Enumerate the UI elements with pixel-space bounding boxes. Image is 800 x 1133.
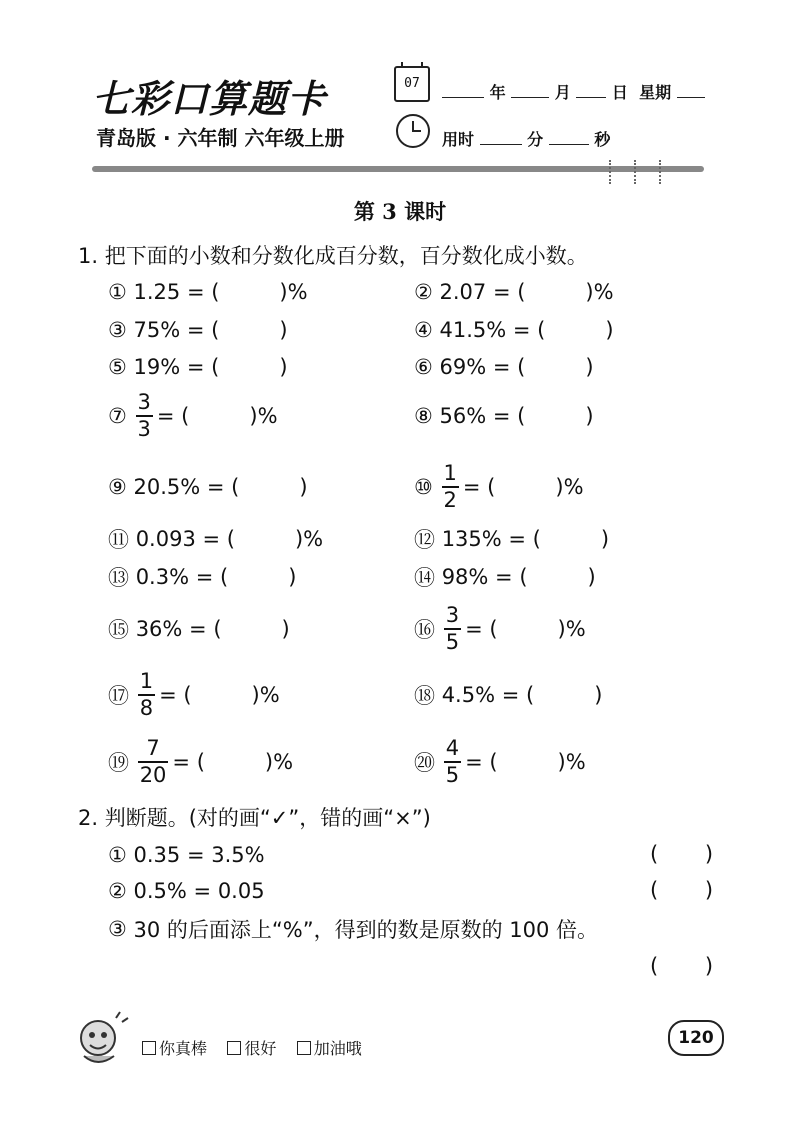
item-mark: ⑪ bbox=[108, 528, 129, 552]
item-suffix: % bbox=[593, 280, 614, 304]
item-mark: ⑨ bbox=[108, 475, 127, 499]
item-expression: 135% = bbox=[441, 527, 526, 551]
conversion-item bbox=[414, 603, 586, 654]
time-label: 用时 bbox=[442, 130, 475, 149]
conversion-item bbox=[414, 352, 594, 382]
item-mark: ④ bbox=[414, 318, 433, 342]
item-mark: ⑰ bbox=[108, 684, 129, 708]
second-label: 秒 bbox=[594, 130, 611, 149]
judge-item bbox=[108, 876, 265, 906]
conversion-item bbox=[108, 472, 308, 502]
numerator: 1 bbox=[443, 461, 457, 485]
conversion-item bbox=[414, 277, 614, 307]
time-line bbox=[442, 127, 610, 150]
item-expression: 20.5% = bbox=[133, 475, 225, 499]
item-suffix: % bbox=[273, 750, 294, 774]
minute-label: 分 bbox=[527, 130, 544, 149]
numerator: 4 bbox=[445, 736, 460, 760]
item-mark: ③ bbox=[108, 917, 127, 941]
item-expression: = bbox=[465, 617, 483, 641]
mascot-icon bbox=[70, 1010, 132, 1072]
answer-blank[interactable]: ( ) bbox=[204, 355, 288, 379]
item-expression: 75% = bbox=[133, 318, 205, 342]
calendar-icon bbox=[394, 66, 430, 102]
item-mark: ⑩ bbox=[414, 475, 433, 499]
conversion-item bbox=[108, 524, 323, 554]
item-mark: ⑥ bbox=[414, 355, 433, 379]
answer-blank[interactable]: ( ) bbox=[519, 683, 603, 707]
fraction bbox=[442, 463, 459, 511]
calendar-number: 07 bbox=[404, 76, 420, 91]
judge-item bbox=[108, 840, 265, 870]
conversion-item bbox=[414, 461, 584, 512]
item-mark: ⑧ bbox=[414, 404, 433, 428]
rating-label: 加油哦 bbox=[313, 1039, 362, 1058]
divider-dots bbox=[659, 160, 665, 184]
brand-title: 七彩口算题卡 bbox=[92, 76, 327, 121]
item-suffix: % bbox=[257, 404, 278, 428]
date-line bbox=[442, 80, 705, 103]
conversion-item bbox=[414, 401, 594, 431]
item-mark: ⑦ bbox=[108, 404, 127, 428]
answer-blank[interactable]: ( ) bbox=[220, 527, 304, 551]
denominator: 3 bbox=[137, 417, 151, 441]
item-mark: ⑭ bbox=[414, 566, 435, 590]
item-mark: ⑲ bbox=[108, 751, 129, 775]
year-label: 年 bbox=[489, 83, 506, 102]
item-expression: 1.25 = bbox=[133, 280, 205, 304]
answer-blank[interactable]: ( ) bbox=[204, 280, 288, 304]
item-suffix: % bbox=[563, 475, 584, 499]
weekday-label: 星期 bbox=[639, 83, 672, 102]
rating-checkbox[interactable] bbox=[142, 1041, 156, 1055]
rating-label: 很好 bbox=[244, 1039, 277, 1058]
item-expression: 19% = bbox=[133, 355, 205, 379]
fraction bbox=[136, 392, 153, 440]
conversion-item bbox=[108, 352, 288, 382]
answer-blank[interactable]: ( ) bbox=[530, 318, 614, 342]
conversion-item bbox=[414, 736, 586, 787]
item-mark: ⑫ bbox=[414, 528, 435, 552]
item-suffix: % bbox=[259, 683, 280, 707]
judge-item bbox=[108, 914, 598, 944]
item-suffix: % bbox=[565, 617, 586, 641]
item-expression: 4.5% = bbox=[441, 683, 520, 707]
item-mark: ⑮ bbox=[108, 618, 129, 642]
self-rating bbox=[142, 1036, 362, 1059]
conversion-item bbox=[108, 669, 280, 720]
numerator: 3 bbox=[445, 603, 460, 627]
answer-blank[interactable]: ( ) bbox=[174, 404, 258, 428]
answer-paren[interactable]: ( ) bbox=[650, 842, 714, 866]
conversion-item bbox=[414, 315, 614, 345]
denominator: 5 bbox=[445, 630, 460, 654]
conversion-item bbox=[108, 562, 296, 592]
item-expression: 36% = bbox=[135, 617, 207, 641]
fraction bbox=[444, 738, 461, 786]
item-expression: 0.093 = bbox=[135, 527, 221, 551]
item-mark: ③ bbox=[108, 318, 127, 342]
answer-blank[interactable]: ( ) bbox=[510, 355, 594, 379]
rating-checkbox[interactable] bbox=[227, 1041, 241, 1055]
item-expression: 0.3% = bbox=[135, 565, 214, 589]
q1-prompt: 1. 把下面的小数和分数化成百分数，百分数化成小数。 bbox=[78, 244, 588, 268]
answer-blank[interactable]: ( ) bbox=[190, 750, 274, 774]
item-mark: ① bbox=[108, 280, 127, 304]
item-mark: ① bbox=[108, 843, 127, 867]
answer-blank[interactable]: ( ) bbox=[510, 404, 594, 428]
item-suffix: % bbox=[565, 750, 586, 774]
item-mark: ② bbox=[414, 280, 433, 304]
fraction bbox=[138, 671, 155, 719]
item-text: 0.5% = 0.05 bbox=[133, 879, 265, 903]
item-text: 0.35 = 3.5% bbox=[133, 843, 265, 867]
answer-blank[interactable]: ( ) bbox=[204, 318, 288, 342]
answer-blank[interactable]: ( ) bbox=[482, 617, 566, 641]
item-expression: = bbox=[156, 404, 175, 428]
answer-blank[interactable]: ( ) bbox=[512, 565, 596, 589]
item-mark: ⑤ bbox=[108, 355, 127, 379]
month-label: 月 bbox=[554, 83, 571, 102]
rating-checkbox[interactable] bbox=[297, 1041, 311, 1055]
answer-paren[interactable]: ( ) bbox=[650, 878, 714, 902]
q2-prompt: 2. 判断题。(对的画“✓”，错的画“×”) bbox=[78, 806, 431, 830]
item-expression: = bbox=[159, 683, 177, 707]
item-expression: 2.07 = bbox=[439, 280, 511, 304]
rating-label: 你真棒 bbox=[159, 1039, 208, 1058]
item-mark: ② bbox=[108, 879, 127, 903]
fraction bbox=[444, 605, 461, 653]
item-mark: ⑳ bbox=[414, 751, 435, 775]
item-expression: = bbox=[465, 750, 483, 774]
denominator: 2 bbox=[443, 488, 457, 512]
item-suffix: % bbox=[303, 527, 324, 551]
denominator: 8 bbox=[139, 696, 154, 720]
conversion-item bbox=[414, 680, 602, 710]
conversion-item bbox=[108, 277, 308, 307]
conversion-item bbox=[108, 315, 288, 345]
conversion-item bbox=[108, 390, 278, 441]
item-suffix: % bbox=[287, 280, 308, 304]
item-text: 30 的后面添上“%”，得到的数是原数的 100 倍。 bbox=[133, 918, 599, 942]
edition-label: 青岛版 · 六年制 六年级上册 bbox=[96, 126, 345, 150]
conversion-item bbox=[108, 736, 294, 787]
conversion-item bbox=[414, 524, 609, 554]
conversion-item bbox=[108, 614, 290, 644]
item-expression: 69% = bbox=[439, 355, 511, 379]
day-label: 日 bbox=[611, 83, 628, 102]
item-expression: 98% = bbox=[441, 565, 513, 589]
answer-blank[interactable]: ( ) bbox=[224, 475, 308, 499]
answer-blank[interactable]: ( ) bbox=[206, 617, 290, 641]
item-expression: 41.5% = bbox=[439, 318, 531, 342]
answer-blank[interactable]: ( ) bbox=[526, 527, 610, 551]
divider-dots bbox=[609, 160, 615, 184]
lesson-title: 第 3 课时 bbox=[353, 199, 447, 224]
item-mark: ⑯ bbox=[414, 618, 435, 642]
item-mark: ⑱ bbox=[414, 684, 435, 708]
page-number: 120 bbox=[668, 1020, 724, 1056]
numerator: 7 bbox=[146, 736, 160, 760]
answer-blank[interactable]: ( ) bbox=[213, 565, 297, 589]
answer-blank[interactable]: ( ) bbox=[510, 280, 594, 304]
answer-blank[interactable]: ( ) bbox=[482, 750, 566, 774]
item-mark: ⑬ bbox=[108, 566, 129, 590]
clock-icon bbox=[396, 114, 430, 148]
item-expression: 56% = bbox=[439, 404, 511, 428]
item-expression: = bbox=[172, 750, 191, 774]
answer-blank[interactable]: ( ) bbox=[480, 475, 564, 499]
answer-blank[interactable]: ( ) bbox=[176, 683, 260, 707]
fraction bbox=[138, 738, 169, 786]
denominator: 5 bbox=[445, 763, 460, 787]
answer-paren[interactable]: ( ) bbox=[650, 954, 714, 978]
numerator: 3 bbox=[137, 390, 151, 414]
divider-dots bbox=[634, 160, 640, 184]
denominator: 20 bbox=[139, 763, 167, 787]
numerator: 1 bbox=[139, 669, 154, 693]
conversion-item bbox=[414, 562, 596, 592]
item-expression: = bbox=[462, 475, 481, 499]
